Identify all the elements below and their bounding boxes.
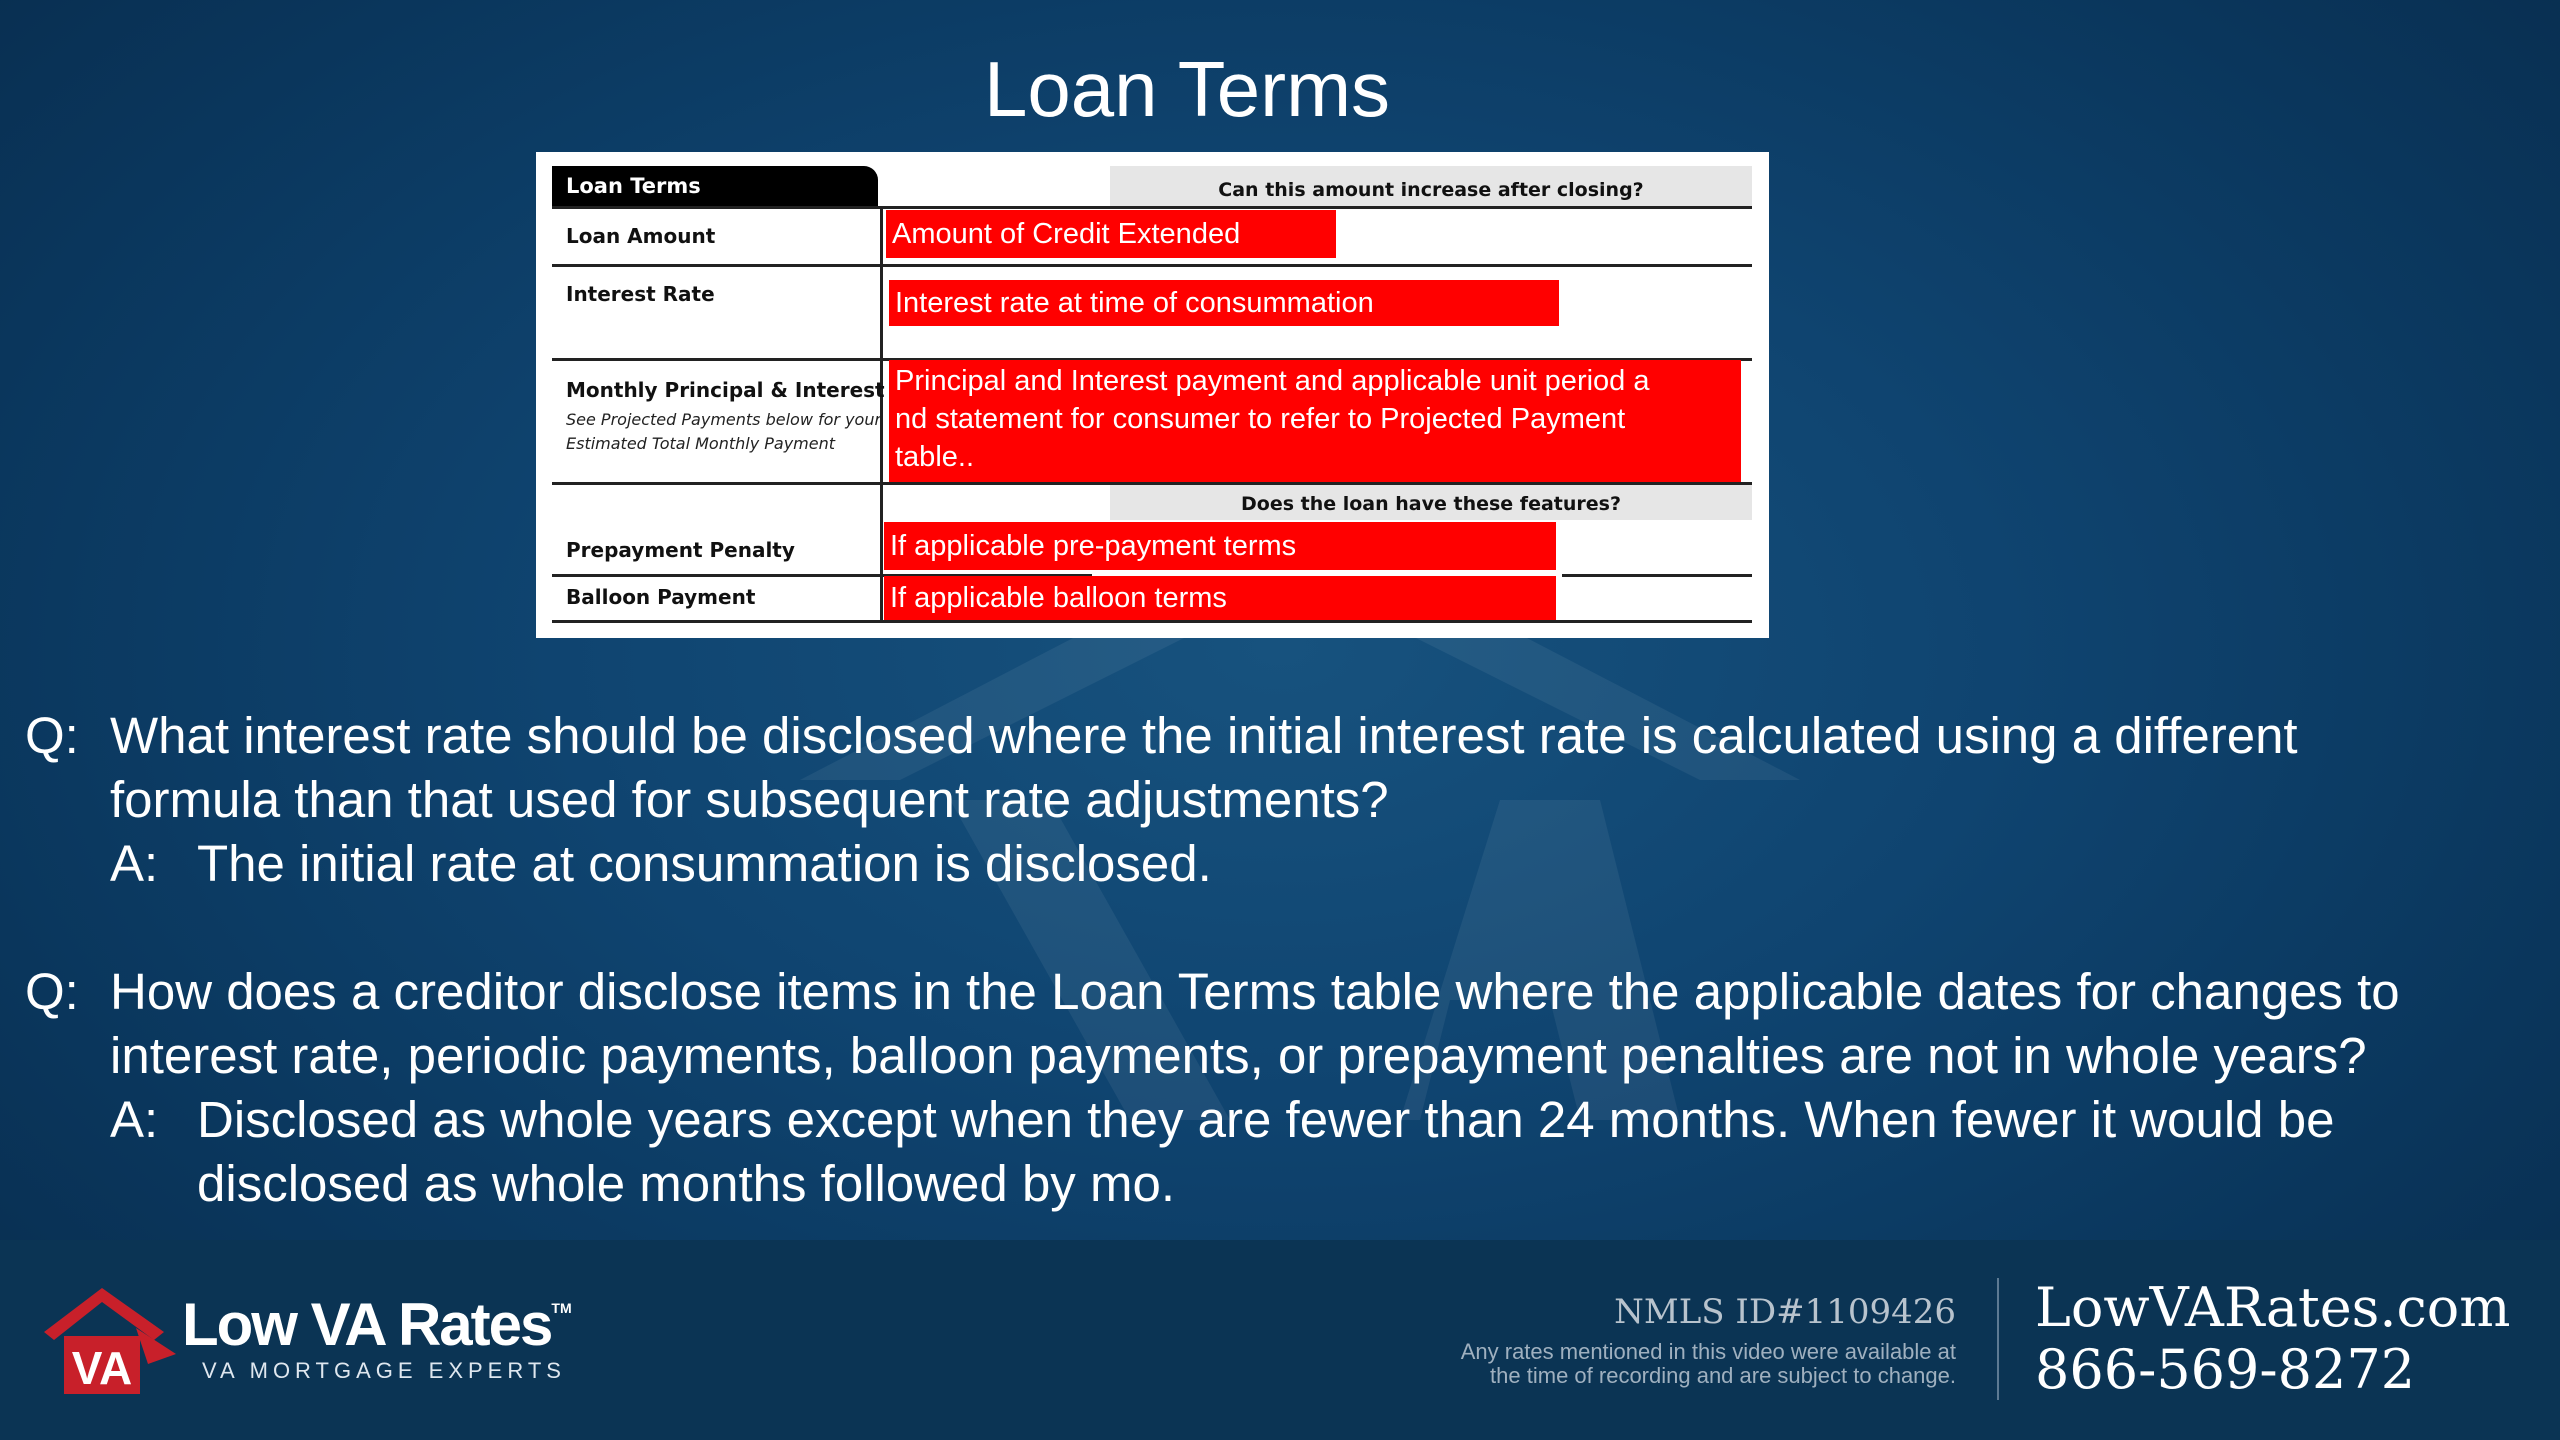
- answer-text: Disclosed as whole years except when they are fewer than 24 months. When fewer it would be: [197, 1091, 2335, 1148]
- answer-tag: A:: [110, 835, 159, 892]
- note-prepayment: If applicable pre-payment terms: [884, 522, 1556, 570]
- question-text: How does a creditor disclose items in the Loan Terms table where the applicable dates for changes to: [110, 963, 2400, 1020]
- note-loan-amount: Amount of Credit Extended: [886, 210, 1336, 258]
- row-label-interest-rate: Interest Rate: [566, 282, 715, 306]
- disclaimer-line: Any rates mentioned in this video were available at: [1460, 1339, 1956, 1364]
- phone-number[interactable]: 866-569-8272: [2035, 1338, 2416, 1401]
- slide-title: Loan Terms: [983, 45, 1391, 133]
- footer-divider: [1997, 1278, 1999, 1400]
- row-label-prepayment: Prepayment Penalty: [566, 538, 795, 562]
- question-text: interest rate, periodic payments, balloon payments, or prepayment penalties are not in whole years?: [110, 1027, 2367, 1084]
- footer: [0, 1240, 2560, 1440]
- row-sub-monthly-pi: Estimated Total Monthly Payment: [566, 434, 836, 453]
- nmls-id: NMLS ID#1109426: [1614, 1292, 1956, 1332]
- answer-text: The initial rate at consummation is disclosed.: [197, 835, 1212, 892]
- website-link[interactable]: LowVARates.com: [2035, 1276, 2511, 1339]
- house-logo-icon: [40, 1280, 180, 1400]
- divider: [552, 620, 1752, 623]
- form-header-increase: Can this amount increase after closing?: [1110, 166, 1752, 206]
- rate-disclaimer: [1356, 1340, 1956, 1388]
- divider: [552, 206, 1752, 209]
- note-line: nd statement for consumer to refer to Projected Payment: [895, 403, 1626, 435]
- row-label-balloon: Balloon Payment: [566, 585, 756, 609]
- question-text: What interest rate should be disclosed where the initial interest rate is calculated using a different: [110, 707, 2298, 764]
- note-monthly-pi: [889, 360, 1741, 482]
- divider: [552, 482, 1752, 485]
- brand-name: [182, 1290, 572, 1359]
- note-line: table..: [895, 441, 974, 473]
- note-line: Principal and Interest payment and applicable unit period a: [895, 365, 1650, 397]
- row-sub-monthly-pi: See Projected Payments below for your: [566, 410, 882, 429]
- answer-tag: A:: [110, 1091, 159, 1148]
- trademark: TM: [551, 1300, 572, 1316]
- note-balloon: If applicable balloon terms: [884, 576, 1556, 620]
- question-text: formula than that used for subsequent rate adjustments?: [110, 771, 1389, 828]
- logo-text: VA: [71, 1342, 133, 1394]
- divider: [1562, 574, 1752, 577]
- row-label-loan-amount: Loan Amount: [566, 224, 716, 248]
- brand-name-text: Low VA Rates: [182, 1291, 552, 1358]
- disclaimer-line: the time of recording and are subject to change.: [1490, 1363, 1956, 1388]
- question-tag: Q:: [25, 963, 79, 1020]
- answer-text: disclosed as whole months followed by mo.: [197, 1155, 1175, 1212]
- brand-tagline: VA MORTGAGE EXPERTS: [202, 1358, 566, 1383]
- form-header-features: Does the loan have these features?: [1110, 482, 1752, 520]
- form-tab: Loan Terms: [552, 166, 878, 206]
- loan-terms-form: [536, 152, 1769, 638]
- note-interest-rate: Interest rate at time of consummation: [889, 280, 1559, 326]
- divider: [552, 264, 1752, 267]
- row-label-monthly-pi: Monthly Principal & Interest: [566, 378, 885, 402]
- question-tag: Q:: [25, 707, 79, 764]
